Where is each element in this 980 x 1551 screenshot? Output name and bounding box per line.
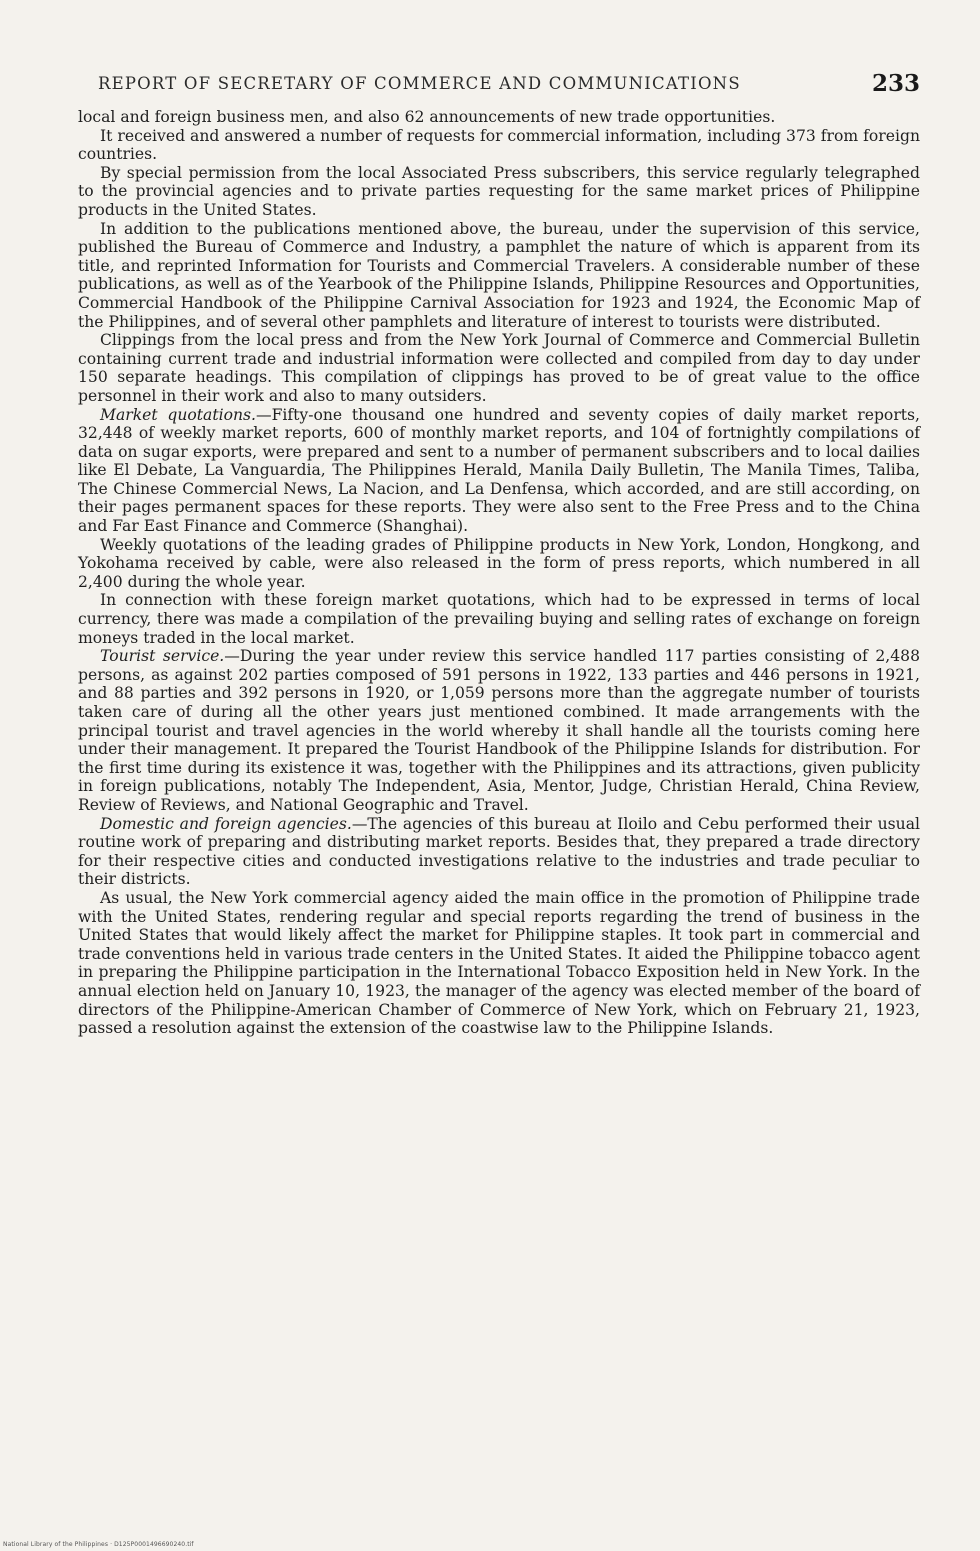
paragraph-tourist-service: Tourist service.—During the year under review this service handled 117 parties consisting of 2,488 persons, as against 202 parties composed of 591 persons in 1922, 133 parties and 446 persons in 1921, and 88 parties and 392 persons in 1920, or 1,059 persons more than the aggregate number of tourists taken care of during all the other years just mentioned combined. It made arrangements with the principal tourist and travel agencies in the world whereby it shall handle all the tourists coming here under their management. It prepared the Tourist Handbook of the Philippine Islands for distribution. For the first time during its existence it was, together with the Philippines and its attractions, given publicity in foreign publications, notably The Independent, Asia, Mentor, Judge, Christian Herald, China Review, Review of Reviews, and National Geographic and Travel. [78,647,920,814]
running-head: REPORT OF SECRETARY OF COMMERCE AND COMMUNICATIONS [98,74,741,93]
paragraph-5: Clippings from the local press and from the New York Journal of Commerce and Commercial Bulletin containing current trade and industrial information were collected and compiled from day to day under 150 separate headings. This compilation of clippings has proved to be of great value to the office personnel in their work and also to many outsiders. [78,331,920,405]
section-heading-domestic-foreign-agencies: Domestic and foreign agencies. [100,814,352,833]
page-header [78,60,920,108]
page-number: 233 [871,70,920,97]
paragraph-domestic-foreign-agencies: Domestic and foreign agencies.—The agencies of this bureau at Iloilo and Cebu performed their usual routine work of preparing and distributing market reports. Besides that, they prepared a trade directory for their respective cities and conducted investigations relative to the industries and trade peculiar to their districts. [78,814,920,889]
paragraph-market-quotations: Market quotations.—Fifty-one thousand one hundred and seventy copies of daily market reports, 32,448 of weekly market reports, 600 of monthly market reports, and 104 of fortnightly compilations of data on sugar exports, were prepared and sent to a number of permanent subscribers and to local dailies like El Debate, La Vanguardia, The Philippines Herald, Manila Daily Bulletin, The Manila Times, Taliba, The Chinese Commercial News, La Nacion, and La Denfensa, which accorded, and are still according, on their pages permanent spaces for these reports. They were also sent to the Free Press and to the China and Far East Finance and Commerce (Shanghai). [78,405,921,536]
paragraph-8: In connection with these foreign market quotations, which had to be expressed in terms of local currency, there was made a compilation of the prevailing buying and selling rates of exchange on foreign moneys traded in the local market. [78,591,920,647]
scan-identifier: National Library of the Philippines · D125P0001496690240.tif [3,1541,194,1548]
paragraph-11: As usual, the New York commercial agency aided the main office in the promotion of Philippine trade with the United States, rendering regular and special reports regarding the trend of business in the United States that would likely affect the market for Philippine staples. It took part in commercial and trade conventions held in various trade centers in the United States. It aided the Philippine tobacco agent in preparing the Philippine participation in the International Tobacco Exposition held in New York. In the annual election held on January 10, 1923, the manager of the agency was elected member of the board of directors of the Philippine-American Chamber of Commerce of New York, which on February 21, 1923, passed a resolution against the extension of the coastwise law to the Philippine Islands. [78,888,920,1038]
paragraph-3: By special permission from the local Associated Press subscribers, this service regularly telegraphed to the provincial agencies and to private parties requesting for the same market prices of Philippine products in the United States. [78,163,920,219]
report-page [78,60,920,1038]
paragraph-1: local and foreign business men, and also 62 announcements of new trade opportunities. [78,108,776,126]
section-heading-tourist-service: Tourist service. [100,647,225,666]
paragraph-4: In addition to the publications mentioned above, the bureau, under the supervision of this service, published the Bureau of Commerce and Industry, a pamphlet the nature of which is apparent from its title, and reprinted Information for Tourists and Commercial Travelers. A considerable number of these publications, as well as of the Yearbook of the Philippine Islands, Philippine Resources and Opportunities, Commercial Handbook of the Philippine Carnival Association for 1923 and 1924, the Economic Map of the Philippines, and of several other pamphlets and literature of interest to tourists were distributed. [78,219,920,331]
paragraph-7: Weekly quotations of the leading grades of Philippine products in New York, London, Hongkong, and Yokohama received by cable, were also released in the form of press reports, which numbered in all 2,400 during the whole year. [78,535,920,591]
body-text [78,108,920,1038]
paragraph-2: It received and answered a number of requests for commercial information, including 373 from foreign countries. [78,126,920,164]
section-heading-market-quotations: Market quotations. [100,405,256,424]
